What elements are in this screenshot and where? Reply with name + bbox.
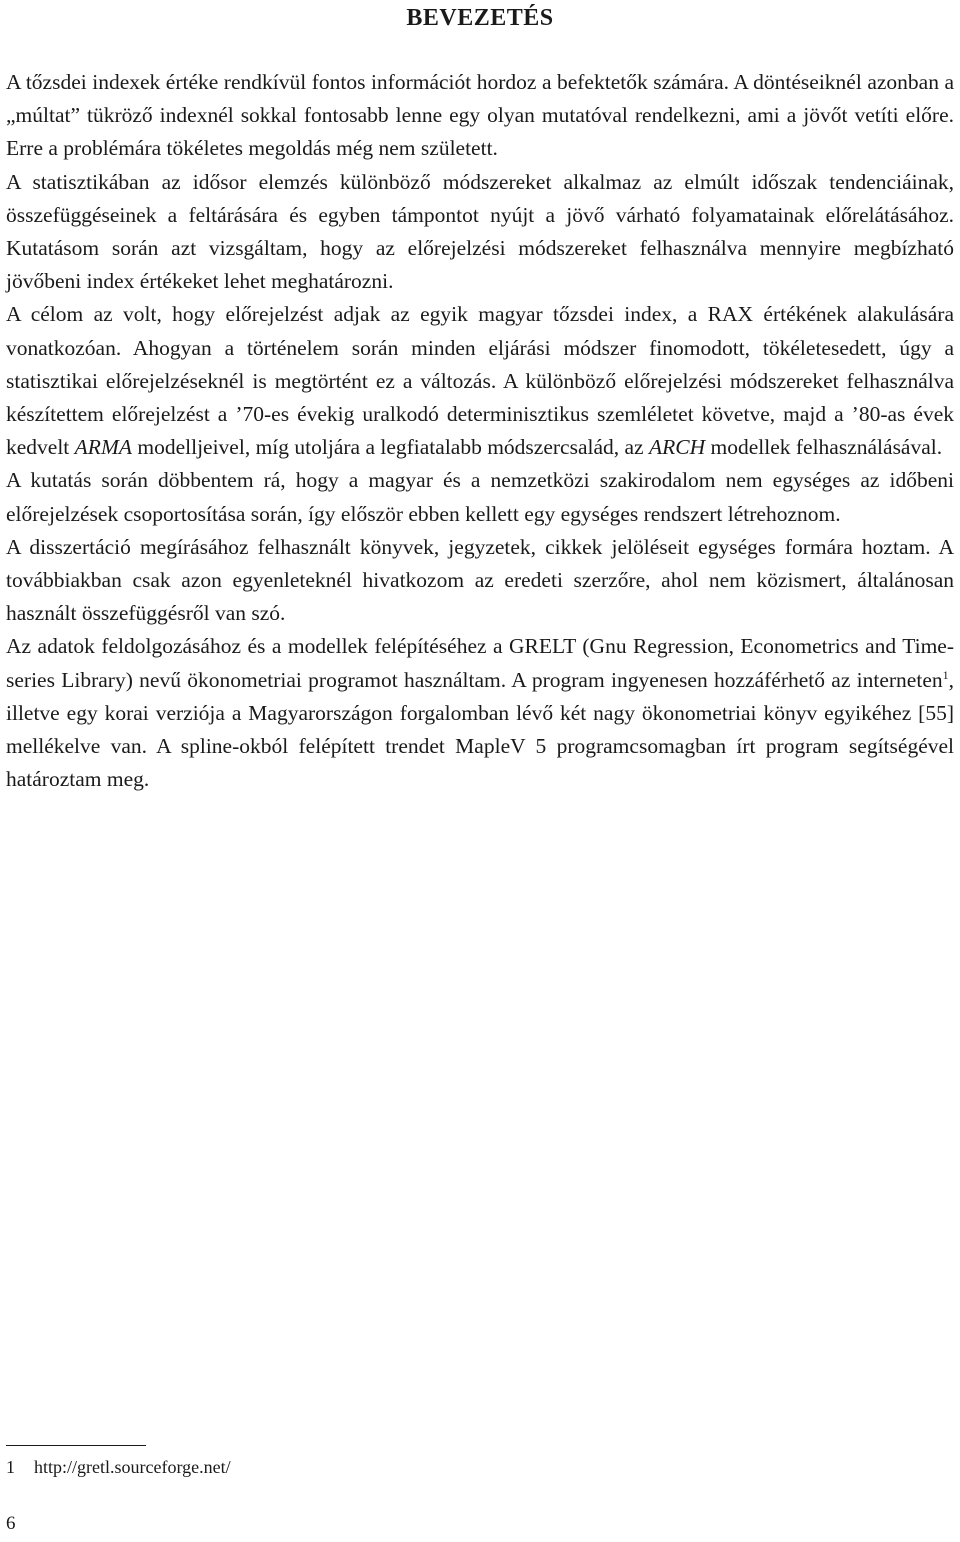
paragraph-2: A statisztikában az idősor elemzés különböző módszereket alkalmaz az elmúlt időszak tendenciáinak, összefüggéseinek a feltárására és egyben támpontot nyújt a jövő várható folyamatainak előrelátásához. Kutatásom során azt vizsgáltam, hogy az előrejelzési módszereket felhasználva mennyire megbízható jövőbeni index értékeket lehet meghatározni. bbox=[6, 169, 954, 294]
footnote-reference[interactable]: 1 bbox=[942, 667, 949, 682]
paragraph-5: A disszertáció megírásához felhasznált könyvek, jegyzetek, cikkek jelöléseit egységes formára hoztam. A továbbiakban csak azon egyenleteknél hivatkozom az eredeti szerzőre, ahol nem közismert, általánosan használt összefüggésről van szó. bbox=[6, 534, 954, 626]
paragraph-3 bbox=[6, 298, 954, 464]
paragraph-6-part-a: Az adatok feldolgozásához és a modellek felépítéséhez a GRELT (Gnu Regression, Econometrics and Time-series Library) nevű ökonometriai programot használtam. A program ingyenesen hozzáférhető az interneten bbox=[6, 634, 954, 692]
footnote-number: 1 bbox=[6, 1457, 15, 1477]
footnote bbox=[6, 1455, 231, 1479]
paragraph-3-part-b: modelljeivel, míg utoljára a legfiatalabb módszercsalád, az bbox=[131, 435, 649, 460]
paragraph-3-part-c: modellek felhasználásával. bbox=[705, 435, 943, 460]
paragraph-6 bbox=[6, 630, 954, 796]
page-number: 6 bbox=[6, 1513, 16, 1534]
paragraph-3-part-a: A célom az volt, hogy előrejelzést adjak az egyik magyar tőzsdei index, a RAX értékének alakulására vonatkozóan. Ahogyan a történelem során minden eljárási módszer finomodott, tökéletesedett, úgy a statisztikai előrejelzéseknél is megtörtént ez a változás. A különböző előrejelzési módszereket felhasználva készítettem előrejelzést a ’70-es évekig uralkodó determinisztikus szemléletet követve, majd a ’80-as évek kedvelt bbox=[6, 302, 954, 460]
paragraph-4: A kutatás során döbbentem rá, hogy a magyar és a nemzetközi szakirodalom nem egységes az időbeni előrejelzések csoportosítása során, így először ebben kellett egy egységes rendszert létrehoznom. bbox=[6, 468, 954, 526]
footnote-divider bbox=[6, 1445, 146, 1446]
body-text bbox=[6, 66, 954, 796]
arma-term: ARMA bbox=[74, 435, 132, 460]
footnote-link[interactable]: http://gretl.sourceforge.net/ bbox=[34, 1457, 231, 1477]
arch-term: ARCH bbox=[648, 435, 706, 460]
page-title: BEVEZETÉS bbox=[406, 5, 554, 31]
paragraph-6-part-b: , illetve egy korai verziója a Magyarországon forgalomban lévő két nagy ökonometriai könyv egyikéhez [55] mellékelve van. A spline-okból felépített trendet MapleV 5 programcsomagban írt program segítségével határoztam meg. bbox=[6, 667, 954, 792]
paragraph-1: A tőzsdei indexek értéke rendkívül fontos információt hordoz a befektetők számára. A döntéseiknél azonban a „múltat” tükröző indexnél sokkal fontosabb lenne egy olyan mutatóval rendelkezni, ami a jövőt vetíti előre. Erre a problémára tökéletes megoldás még nem született. bbox=[6, 70, 954, 161]
